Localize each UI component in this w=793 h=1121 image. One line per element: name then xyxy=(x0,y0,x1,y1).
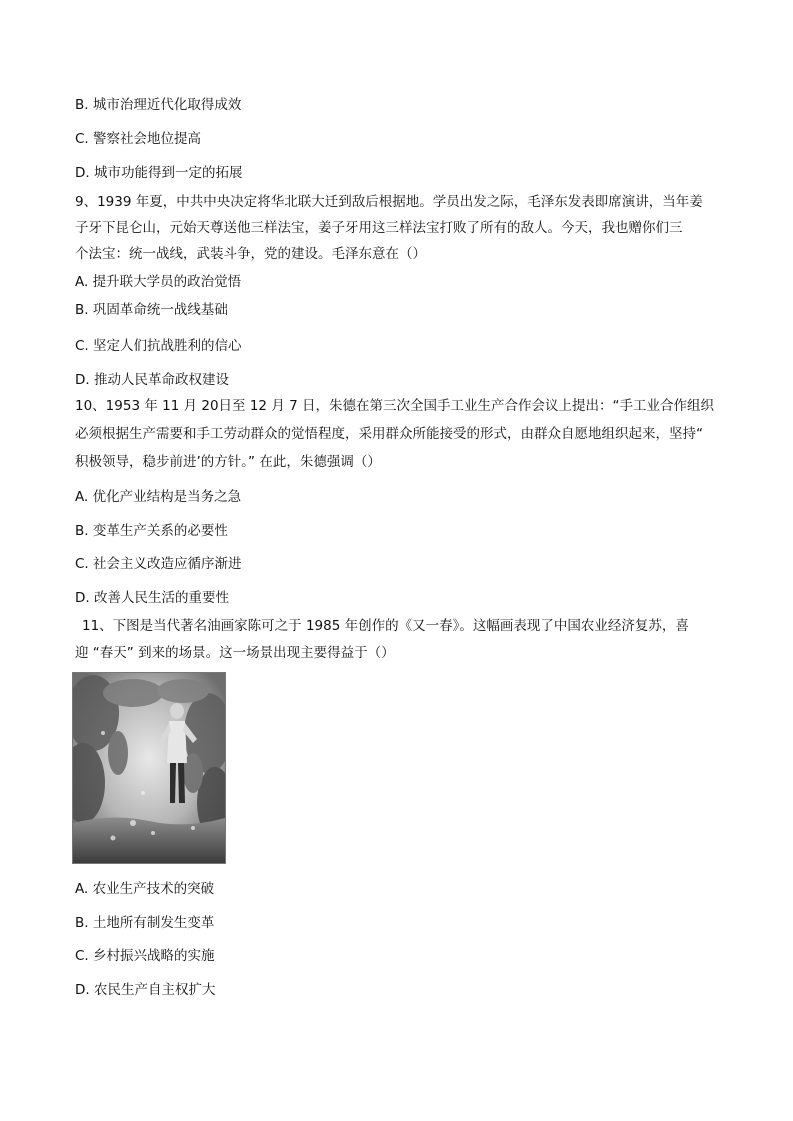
q9-option-b: B. 巩固革命统一战线基础 xyxy=(75,302,228,318)
q9-option-d: D. 推动人民革命政权建设 xyxy=(75,372,229,388)
q8-option-d: D. 城市功能得到一定的拓展 xyxy=(75,165,243,181)
q10-option-a: A. 优化产业结构是当务之急 xyxy=(75,489,242,505)
q9-stem-line-3: 个法宝：统一战线，武装斗争，党的建设。毛泽东意在（） xyxy=(75,246,426,262)
painting-svg xyxy=(73,673,225,863)
q9-stem-line-2: 子牙下昆仑山，元始天尊送他三样法宝，姜子牙用这三样法宝打败了所有的敌人。今天，我也赠你们三 xyxy=(75,220,683,236)
q11-option-c: C. 乡村振兴战略的实施 xyxy=(75,948,215,964)
q9-stem-line-1: 9、1939 年夏，中共中央决定将华北联大迁到敌后根据地。学员出发之际，毛泽东发表即席演讲，当年姜 xyxy=(75,194,703,210)
q8-option-c: C. 警察社会地位提高 xyxy=(75,131,202,147)
q11-stem-line-2: 迎 “春天” 到来的场景。这一场景出现主要得益于（） xyxy=(75,645,395,661)
q8-option-b: B. 城市治理近代化取得成效 xyxy=(75,97,242,113)
q10-option-c: C. 社会主义改造应循序渐进 xyxy=(75,556,242,572)
q11-stem-line-1: 11、下图是当代著名油画家陈可之于 1985 年创作的《又一春》。这幅画表现了中国农业经济复苏，喜 xyxy=(82,618,689,634)
q11-option-b: B. 土地所有制发生变革 xyxy=(75,915,215,931)
q10-option-d: D. 改善人民生活的重要性 xyxy=(75,590,229,606)
q10-stem-line-3: 积极领导，稳步前进’的方针。” 在此，朱德强调（） xyxy=(75,454,381,470)
ground xyxy=(73,817,225,863)
q11-option-d: D. 农民生产自主权扩大 xyxy=(75,982,216,998)
q10-option-b: B. 变革生产关系的必要性 xyxy=(75,523,228,539)
q9-option-a: A. 提升联大学员的政治觉悟 xyxy=(75,274,242,290)
q10-stem-line-2: 必须根据生产需要和手工劳动群众的觉悟程度，采用群众所能接受的形式，由群众自愿地组织起来，坚持“ xyxy=(75,426,703,442)
q9-option-c: C. 坚定人们抗战胜利的信心 xyxy=(75,338,242,354)
q10-stem-line-1: 10、1953 年 11 月 20日至 12 月 7 日，朱德在第三次全国手工业生产合作会议上提出：“手工业合作组织 xyxy=(75,398,714,414)
q11-option-a: A. 农业生产技术的突破 xyxy=(75,881,215,897)
painting-image xyxy=(72,672,226,864)
